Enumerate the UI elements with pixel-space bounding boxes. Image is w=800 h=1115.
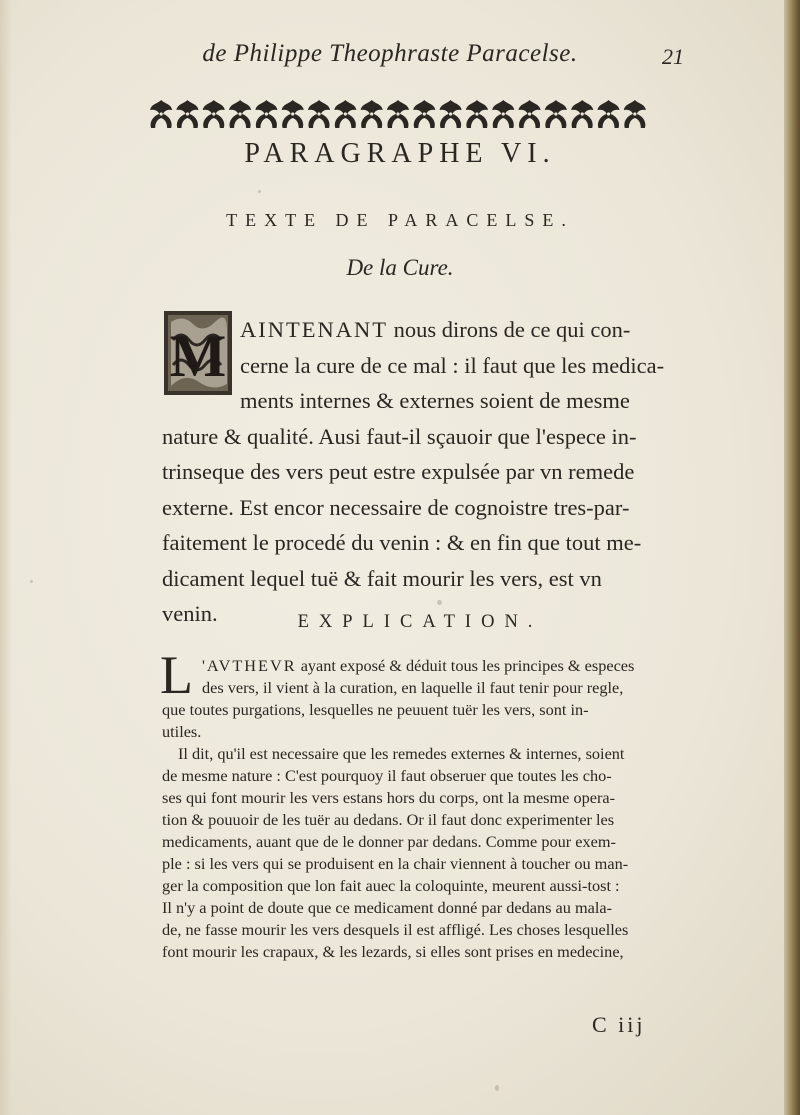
texte-line-2: cerne la cure de ce mal : il faut que les medica-	[240, 352, 665, 378]
explication-line-14: font mourir les crapaux, & les lezards, si elles sont prises en medecine,	[162, 942, 624, 961]
explication-line-9: medicaments, auant que de le donner par dedans. Comme pour exem-	[162, 832, 616, 851]
explication-paragraph	[162, 655, 724, 963]
fleuron-glyph	[440, 100, 462, 128]
paragraph-heading: PARAGRAPHE VI.	[244, 138, 556, 169]
explication-heading: EXPLICATION.	[297, 612, 543, 632]
texte-paragraph	[162, 312, 722, 632]
explication-lead-word: 'AVTHEVR	[202, 656, 297, 675]
explication-line-11: ger la composition que lon fait auec la coloquinte, meurent aussi-tost :	[162, 876, 620, 895]
paper-speck	[437, 600, 442, 605]
texte-line-4: nature & qualité. Ausi faut-il sçauoir que l'espece in-	[162, 423, 637, 449]
texte-lead-word: AINTENANT	[240, 317, 388, 342]
explication-initial: L	[160, 645, 193, 705]
paper-speck	[495, 1085, 499, 1091]
section-subtitle: De la Cure.	[346, 255, 454, 280]
page-gutter-shadow	[0, 0, 12, 1115]
fleuron-glyph	[624, 100, 646, 128]
fleuron-glyph	[308, 100, 330, 128]
texte-line-9: venin.	[162, 601, 218, 626]
fleuron-glyph	[361, 100, 383, 128]
fleuron-glyph	[545, 100, 567, 128]
texte-line-7: faitement le procedé du venin : & en fin que tout me-	[162, 530, 642, 555]
fleuron-glyph	[598, 100, 620, 128]
paper-speck	[30, 580, 33, 583]
explication-line-10: ple : si les vers qui se produisent en la chair viennent à toucher ou man-	[162, 854, 629, 873]
fleuron-glyph	[150, 100, 172, 128]
explication-line-1: 'AVTHEVR ayant exposé & déduit tous les principes & especes	[202, 656, 635, 675]
fleuron-glyph	[519, 100, 541, 128]
fleuron-glyph	[229, 100, 251, 128]
fleuron-glyph	[334, 100, 356, 128]
explication-line-8: tion & pouuoir de les tuër au dedans. Or il faut donc experimenter les	[162, 810, 615, 829]
explication-line-13: de, ne fasse mourir les vers desquels il est affligé. Les choses lesquelles	[162, 920, 629, 939]
signature-mark: C iij	[592, 1012, 646, 1037]
fleuron-glyph	[413, 100, 435, 128]
paper-speck	[258, 190, 261, 193]
texte-line-8: dicament lequel tuë & fait mourir les vers, est vn	[162, 565, 602, 591]
explication-line-7: ses qui font mourir les vers estans hors du corps, ont la mesme opera-	[162, 788, 616, 807]
fleuron-glyph	[387, 100, 409, 128]
fleuron-glyph	[255, 100, 277, 128]
dropcap-letter: M	[169, 323, 227, 389]
explication-line-6: de mesme nature : C'est pourquoy il faut obseruer que toutes les cho-	[162, 766, 612, 785]
texte-heading: TEXTE DE PARACELSE.	[226, 210, 574, 230]
fleuron-glyph	[176, 100, 198, 128]
texte-line-1: AINTENANT nous dirons de ce qui con-	[240, 317, 631, 342]
explication-line-4: utiles.	[162, 722, 202, 741]
running-head: de Philippe Theophraste Paracelse.	[202, 40, 578, 67]
texte-line-3: ments internes & externes soient de mesme	[240, 388, 630, 413]
fleuron-glyph	[571, 100, 593, 128]
explication-line-5: Il dit, qu'il est necessaire que les remedes externes & internes, soient	[178, 744, 625, 763]
explication-line-12: Il n'y a point de doute que ce medicament donné par dedans au mala-	[162, 898, 613, 917]
fleuron-ornament-band	[148, 96, 648, 132]
page-edge	[784, 0, 800, 1115]
fleuron-glyph	[492, 100, 514, 128]
explication-line-3: que toutes purgations, lesquelles ne peuuent tuër les vers, sont in-	[162, 700, 589, 719]
explication-line-2: des vers, il vient à la curation, en laquelle il faut tenir pour regle,	[202, 678, 624, 697]
fleuron-glyph	[466, 100, 488, 128]
texte-line-6: externe. Est encor necessaire de cognoistre tres-par-	[162, 494, 630, 520]
fleuron-glyph	[203, 100, 225, 128]
page-number: 21	[662, 44, 684, 69]
fleuron-glyph	[282, 100, 304, 128]
texte-line-5: trinseque des vers peut estre expulsée par vn remede	[162, 459, 635, 484]
